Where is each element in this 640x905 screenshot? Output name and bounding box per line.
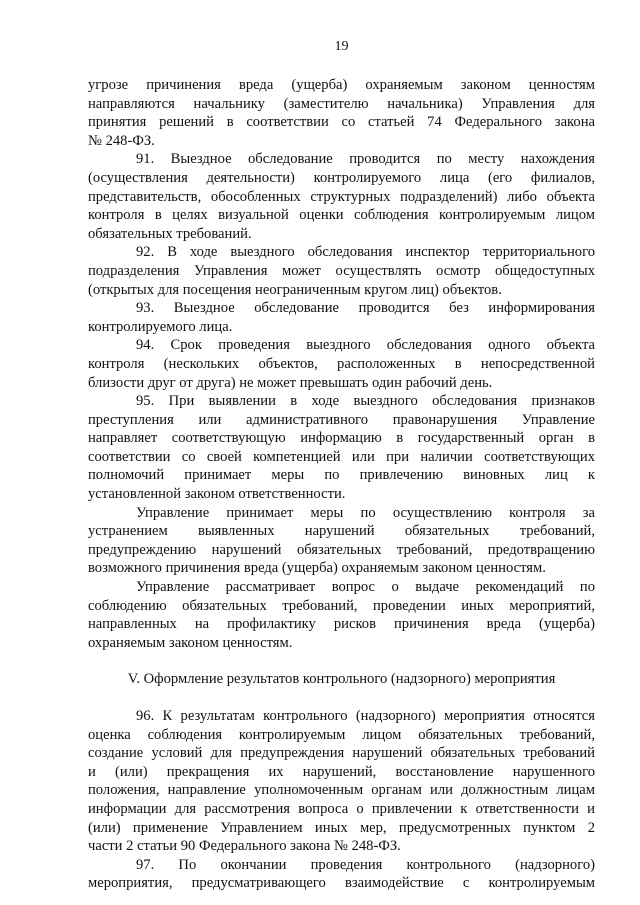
text-line: угрозе причинения вреда (ущерба) охраняемым законом ценностям [88,77,595,93]
text-line: 91. Выездное обследование проводится по месту нахождения [136,151,595,168]
text-line: обязательных требований. [88,225,252,242]
text-line: 95. При выявлении в ходе выездного обследования признаков [136,393,595,410]
text-line: направляются начальнику (заместителю начальника) Управления для [88,95,595,112]
text-line: и (или) прекращения их нарушений, восстановление нарушенного [88,763,595,780]
text-line: части 2 статьи 90 Федерального закона № 248-ФЗ. [88,838,401,855]
text-line: контроля в целях визуальной оценки соблюдения контролируемым лицом [88,207,595,224]
text-line: предупреждению нарушений обязательных требований, предотвращению [88,541,595,558]
text-line: преступления или административного правонарушения Управление [88,411,595,428]
text-line: 96. К результатам контрольного (надзорного) мероприятия относятся [136,708,595,724]
text-line: возможного причинения вреда (ущерба) охраняемым законом ценностям. [88,560,546,577]
text-line: оценка соблюдения контролируемым лицом обязательных требований, [88,726,595,743]
text-line: положения, направление уполномоченным органам или должностным лицам [88,782,595,799]
text-line: контроля (нескольких объектов, расположенных в непосредственной [88,355,595,372]
text-line: близости друг от друга) не может превышать один рабочий день. [88,374,493,391]
text-line: соблюдению обязательных требований, проведении иных мероприятий, [88,597,595,614]
text-line: (открытых для посещения неограниченным кругом лиц) объектов. [88,281,502,298]
section-heading: V. Оформление результатов контрольного (надзорного) мероприятия [127,671,556,688]
text-line: 97. По окончании проведения контрольного (надзорного) [136,856,595,873]
text-line: информации для рассмотрения вопроса о привлечении к ответственности и [88,800,595,817]
text-line: Управление рассматривает вопрос о выдаче рекомендаций по [136,579,595,596]
text-line: направляет соответствующую информацию в государственный орган в [88,430,595,447]
text-line: охраняемым законом ценностям. [88,634,293,651]
text-line: 94. Срок проведения выездного обследования одного объекта [136,337,595,354]
text-line: направленных на профилактику рисков причинения вреда (ущерба) [88,616,595,633]
body-text-bottom [88,707,595,893]
text-line: 93. Выездное обследование проводится без информирования [136,300,595,317]
text-line: установленной законом ответственности. [88,486,346,503]
text-line: создание условий для предупреждения нарушений обязательных требований [88,745,595,762]
text-line: (или) применение Управлением иных мер, предусмотренных пунктом 2 [88,819,595,836]
text-line: 92. В ходе выездного обследования инспектор территориального [136,244,595,261]
page-body [88,76,595,893]
text-line: представительств, обособленных структурных подразделений) либо объекта [88,188,595,205]
text-line: контролируемого лица. [88,318,233,335]
text-line: Управление принимает меры по осуществлению контроля за [136,504,595,521]
text-line: мероприятия, предусматривающего взаимодействие с контролируемым [88,875,595,892]
text-line: (осуществления деятельности) контролируемого лица (его филиалов, [88,169,595,186]
text-line: устранением выявленных нарушений обязательных требований, [88,523,595,540]
text-line: соответствии со своей компетенцией или при наличии соответствующих [88,448,595,465]
text-line: полномочий принимает меры по привлечению виновных лиц к [88,467,595,484]
text-line: № 248-ФЗ. [88,132,155,149]
text-line: подразделения Управления может осуществлять осмотр общедоступных [88,262,595,279]
text-line: принятия решений в соответствии со статьей 74 Федерального закона [88,114,595,131]
page-number: 19 [334,39,349,54]
body-text-top [88,76,595,652]
